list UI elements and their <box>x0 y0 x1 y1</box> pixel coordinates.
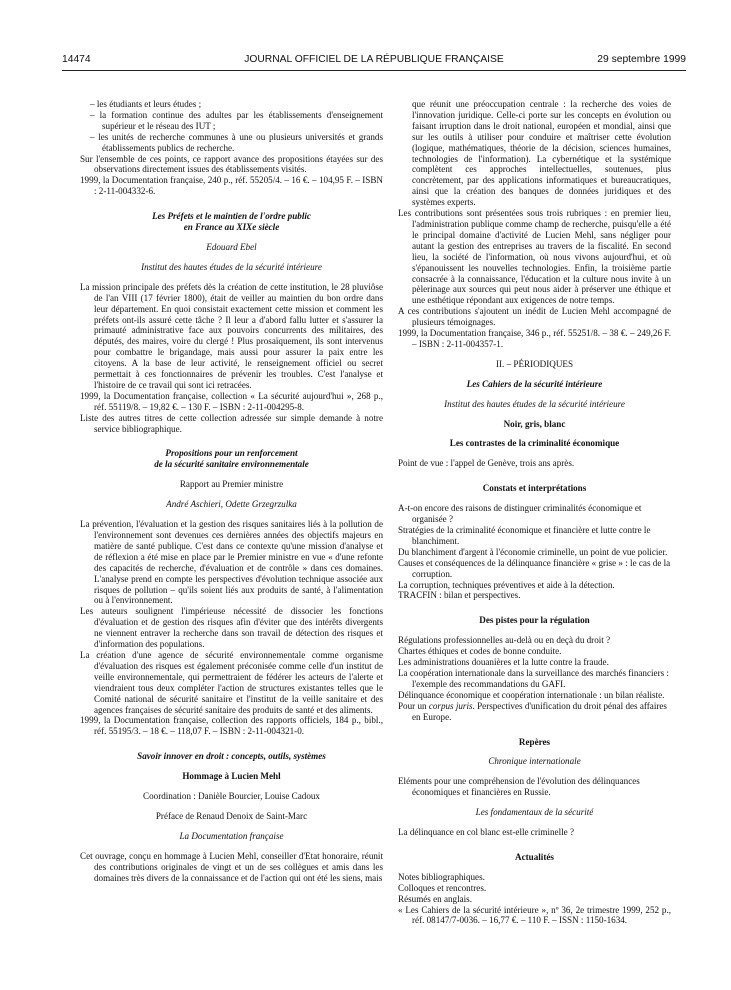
journal-title: JOURNAL OFFICIEL DE LA RÉPUBLIQUE FRANÇAISE <box>244 54 504 65</box>
toc-item: Délinquance économique et coopération internationale : un bilan réaliste. <box>398 689 665 700</box>
book-body-continued: que réunit une préoccupation centrale : la recherche des voies de l'innovation juridique. Celle-ci porte sur les concepts en évolution ou faisant irruption dans le droit national, européen et mondial, ainsi que sur les outils à utiliser pour conduire et maîtriser cette évolution (logique, mathématiques, théorie de la décision, sciences humaines, technologies de l'information). La cybernétique et la systémique complètent ces approches intellectuelles, soutenues, plus concrètement, par des applications informatiques et bureaucratiques, ainsi que la création des banques de données juridiques et des systèmes experts. <box>412 99 671 208</box>
issue-dossier-title: Les contrastes de la criminalité économique <box>449 438 620 449</box>
book-subtitle: Hommage à Lucien Mehl <box>182 771 281 782</box>
toc-item: La corruption, techniques préventives et aide à la détection. <box>398 579 615 590</box>
book-subtitle: Rapport au Premier ministre <box>179 479 284 490</box>
toc-item: Résumés en anglais. <box>398 893 472 904</box>
summary-paragraph: Sur l'ensemble de ces points, ce rapport avance des propositions étayées sur des observations directement issues des établissements visités. <box>80 153 383 175</box>
toc-list-constats <box>398 503 671 601</box>
book-paragraph: Les auteurs soulignent l'impérieuse nécessité de dissocier les fonctions d'évaluation et de gestion des risques afin d'éviter que des intérêts divergents ne viennent entraver la recherche dans son travail de détection des risques et d'information des populations. <box>80 606 383 650</box>
toc-item: Régulations professionnelles au-delà ou en deçà du droit ? <box>398 635 611 646</box>
reference-line: 1999, la Documentation française, collection des rapports officiels, 184 p., bibl., réf. 55195/3. – 18 €. – 118,07 F. – ISBN : 2-11-004321-0. <box>80 715 383 737</box>
toc-item: Chartes éthiques et codes de bonne conduite. <box>398 646 562 657</box>
book-body: Cet ouvrage, conçu en hommage à Lucien Mehl, conseiller d'Etat honoraire, réunit des contributions originales de vingt et un de ses collègues et amis dans les domaines très divers de la connaissance et de l'action qui ont été les siens, mais <box>80 850 383 883</box>
corpus-juris-term: corpus juris <box>428 700 473 711</box>
periodical-institute: Institut des hautes études de la sécurité intérieure <box>444 398 625 409</box>
book-institute: Institut des hautes études de la sécurité intérieure <box>141 261 322 272</box>
book-paragraph: A ces contributions s'ajoutent un inédit de Lucien Mehl accompagné de plusieurs témoignages. <box>398 306 671 328</box>
toc-subsection-title: Les fondamentaux de la sécurité <box>475 807 594 818</box>
toc-item: La délinquance en col blanc est-elle criminelle ? <box>398 827 574 838</box>
list-item: – les unités de recherche communes à une ou plusieurs universités et grands établissements publics de recherche. <box>90 131 383 153</box>
book-title: Les Préfets et le maintien de l'ordre public <box>152 211 311 222</box>
toc-item: Notes bibliographiques. <box>398 871 485 882</box>
book-title-line-2: de la sécurité sanitaire environnementale <box>154 459 309 470</box>
left-column <box>80 99 383 883</box>
page-number: 14474 <box>62 54 91 65</box>
toc-section-title: Constats et interprétations <box>482 483 587 494</box>
toc-section-title: Actualités <box>515 851 554 862</box>
toc-item: Stratégies de la criminalité économique et financière et lutte contre le blanchiment. <box>398 525 651 546</box>
toc-section-title: Des pistes pour la régulation <box>479 615 590 626</box>
toc-item: Causes et conséquences de la délinquance financière « grise » : le cas de la corruption. <box>398 557 671 579</box>
right-column <box>398 99 671 926</box>
reference-line: « Les Cahiers de la sécurité intérieure », nº 36, 2e trimestre 1999, 252 p., réf. 08147/7-0036. – 16,77 €. – 110 F. – ISSN : 1150-1634. <box>398 904 671 926</box>
book-authors: André Aschieri, Odette Grzegrzulka <box>166 499 297 510</box>
reference-line: 1999, la Documentation française, 346 p., réf. 55251/8. – 38 €. – 249,26 F. – ISBN : 2-11-004357-1. <box>398 328 671 349</box>
toc-list-actualites <box>398 872 671 905</box>
book-paragraph: Les contributions sont présentées sous trois rubriques : en premier lieu, l'administration publique comme champ de recherche, puisqu'elle a été le principal domaine d'activité de Lucien Mehl, sans négliger pour autant la gestion des entreprises au travers de la fiscalité. En second lieu, la société de l'information, où nous vivons aujourd'hui, et où s'épanouissent les nouvelles technologies. Enfin, la troisième partie consacrée à la connaissance, l'éducation et la culture nous invite à un pèlerinage aux sources qui peut nous aider à préserver une éthique et une esthétique répondant aux exigences de notre temps. <box>398 208 671 306</box>
book-entry-savoir-innover <box>80 751 383 883</box>
page-header <box>62 54 686 68</box>
toc-item-text: Pour un <box>398 700 429 711</box>
toc-subsection-title: Chronique internationale <box>488 756 581 767</box>
periodical-title: Les Cahiers de la sécurité intérieure <box>466 378 603 389</box>
toc-item: A-t-on encore des raisons de distinguer criminalités économique et organisée ? <box>398 503 642 525</box>
book-title: Propositions pour un renforcement <box>165 448 298 459</box>
book-publisher: La Documentation française <box>179 830 284 841</box>
toc-item-text: . Perspectives d'unification du droit pénal des affaires en Europe. <box>412 700 667 722</box>
issue-theme: Noir, gris, blanc <box>503 418 566 429</box>
toc-item: Du blanchiment d'argent à l'économie criminelle, un point de vue policier. <box>398 546 668 557</box>
section-heading-periodiques: II. – PÉRIODIQUES <box>495 358 574 369</box>
book-preface: Préface de Renaud Denoix de Saint-Marc <box>155 810 308 821</box>
book-title: Savoir innover en droit : concepts, outils, systèmes <box>137 751 326 762</box>
collection-note: Liste des autres titres de cette collection adressée sur simple demande à notre service bibliographique. <box>80 412 383 434</box>
toc-item: TRACFIN : bilan et perspectives. <box>398 590 521 601</box>
book-paragraph: La création d'une agence de sécurité environnementale comme organisme d'évaluation des risques est également préconisée comme celle d'un institut de veille environnementale, qui permettraient de fédérer les acteurs de l'alerte et viendraient tous deux compléter l'action de structures existantes telles que le Comité national de sécurité sanitaire et l'institut de la veille sanitaire et des agences françaises de sécurité sanitaire des produits de santé et des aliments. <box>80 649 383 715</box>
header-rule <box>62 70 686 71</box>
book-paragraph: La prévention, l'évaluation et la gestion des risques sanitaires liés à la pollution de l'environnement sont devenues ces dernières années des objectifs majeurs en matière de santé publique. C'est dans ce contexte qu'une mission d'analyse et de réflexion a été mise en place par le Premier ministre en vue « d'une refonte des capacités de recherche, d'évaluation et de contrôle » dans ces domaines. L'analyse prend en compte les perspectives d'évolution technique associée aux risques de pollution – qu'ils soient liés aux produits de santé, à l'alimentation ou à l'environnement. <box>80 519 383 606</box>
book-body: La mission principale des préfets dès la création de cette institution, le 28 pluviôse de l'an VIII (17 février 1800), était de veiller au maintien du bon ordre dans leur département. En quoi consistait exactement cette mission et comment les préfets ont-ils assuré cette tâche ? Il leur a d'abord fallu lutter et s'assurer la primauté administrative face aux pouvoirs concurrents des militaires, des députés, des maires, voire du clergé ! Plus prosaïquement, ils sont intervenus pour combattre le brigandage, mais aussi pour assurer la paix entre les citoyens. A la base de leur activité, le renseignement officiel ou secret permettait à ces fonctionnaires de prévenir les troubles. C'est l'analyse et l'histoire de ce travail qui sont ici retracées. <box>80 281 383 390</box>
toc-item: Les administrations douanières et la lutte contre la fraude. <box>398 657 609 668</box>
reference-line: 1999, la Documentation française, collection « La sécurité aujourd'hui », 268 p., réf. 55119/8. – 19,82 €. – 130 F. – ISBN : 2-11-004295-8. <box>80 390 383 412</box>
book-entry-prefets <box>80 211 383 434</box>
issue-date: 29 septembre 1999 <box>597 54 686 65</box>
list-item: – la formation continue des adultes par les établissements d'enseignement supérieur et le réseau des IUT ; <box>90 109 383 131</box>
toc-section-title: Repères <box>518 736 551 747</box>
book-entry-securite-sanitaire <box>80 448 383 737</box>
toc-item: Point de vue : l'appel de Genève, trois ans après. <box>398 458 575 469</box>
book-author: Edouard Ebel <box>206 241 257 252</box>
book-title-line-2: en France au XIXe siècle <box>183 222 280 233</box>
list-item: – les étudiants et leurs études ; <box>90 99 202 109</box>
toc-item: Colloques et rencontres. <box>398 882 487 893</box>
toc-item: La coopération internationale dans la surveillance des marchés financiers : l'exemple des recommandations du GAFI. <box>398 667 669 689</box>
toc-list-pistes <box>398 635 671 722</box>
reference-line: 1999, la Documentation française, 240 p., réf. 55205/4. – 16 €. – 104,95 F. – ISBN : 2-11-004332-6. <box>80 175 383 197</box>
book-coordination: Coordination : Danièle Bourcier, Louise Cadoux <box>143 791 320 802</box>
toc-item: Eléments pour une compréhension de l'évolution des délinquances économiques et financières en Russie. <box>398 776 640 798</box>
toc-item <box>398 701 671 723</box>
